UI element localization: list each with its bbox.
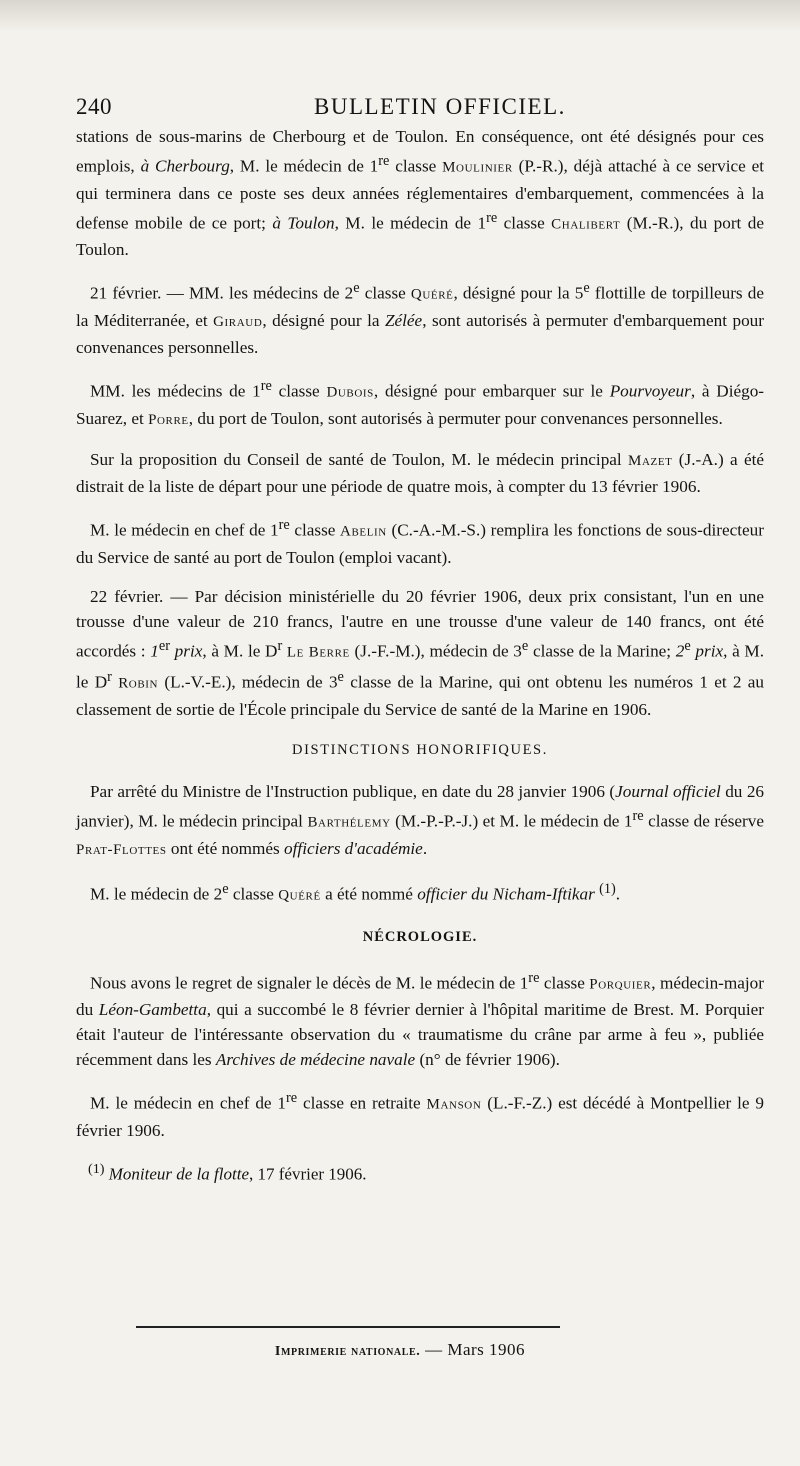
text-run: ont été nommés <box>166 838 285 858</box>
text-run: , sont autorisés à permuter d'embarquement pour convenances personnelles. <box>76 311 765 358</box>
footnote-marker: (1) <box>88 1161 105 1178</box>
superscript: r <box>277 637 283 654</box>
text-run: . <box>615 884 621 904</box>
superscript: re <box>286 1090 298 1107</box>
text-run: classe <box>289 520 341 540</box>
text-run: (C.-A.-M.-S.) remplira les fonctions de sous-directeur du Service de santé au port de Toulon (emploi vacant). <box>76 520 764 567</box>
superscript: re <box>632 808 644 825</box>
printer-name: Imprimerie nationale. <box>274 1344 421 1359</box>
prize-label: prix <box>690 641 724 661</box>
person-name: Le Berre <box>286 644 350 661</box>
text-run: (M.-R.), du port de Toulon. <box>76 213 764 260</box>
document-page <box>76 88 764 1187</box>
text-run: , qui a succombé le 8 février dernier à l'hôpital maritime de Brest. M. Porquier était l'auteur de l'intéressante observation du « traumatisme du crâne par arme à feu », publiée récemment dans les <box>76 1000 764 1070</box>
paragraph-mazet <box>76 447 764 499</box>
superscript: re <box>278 516 290 533</box>
text-run: classe de la Marine; <box>528 641 676 661</box>
superscript: e <box>583 280 590 297</box>
publication-name: Journal officiel <box>615 782 721 802</box>
text-run: (n° de février 1906). <box>415 1050 560 1070</box>
text-run: classe de la Marine, qui ont obtenu les numéros 1 et 2 au classement de sortie de l'École principale du Service de santé de la Marine en 1906. <box>76 673 765 720</box>
person-name: Dubois <box>326 384 374 401</box>
person-name: Quéré <box>410 287 454 304</box>
text-run: . <box>422 838 428 858</box>
text-run: (L.-F.-Z.) est décédé à Montpellier le 9 février 1906. <box>76 1094 764 1141</box>
ship-name: Zélée <box>384 311 423 331</box>
text-run: MM. les médecins de 1 <box>90 381 261 401</box>
paragraph-porquier <box>76 966 764 1073</box>
text-run: 1 <box>150 641 159 661</box>
text-run: M. le médecin en chef de 1 <box>90 520 279 540</box>
person-name: Porre <box>148 411 189 428</box>
footnote-source: Moniteur de la flotte <box>108 1164 249 1184</box>
paragraph-nicham-iftikar <box>76 877 764 909</box>
running-title: BULLETIN OFFICIEL. <box>314 94 566 119</box>
text-run: , désigné pour la 5 <box>453 284 584 304</box>
person-name: Mazet <box>628 452 673 469</box>
text-run: (L.-V.-E.), médecin de 3 <box>158 673 338 693</box>
text-run: Par arrêté du Ministre de l'Instruction publique, en date du 28 janvier 1906 ( <box>90 782 616 802</box>
footnote-date: , 17 février 1906. <box>249 1164 367 1184</box>
prize-label: prix <box>170 641 203 661</box>
imprint-line <box>0 1340 800 1360</box>
person-name: Moulinier <box>442 159 513 176</box>
text-run: du 26 janvier), M. le médecin principal <box>76 782 765 831</box>
paragraph-manson <box>76 1086 764 1143</box>
superscript: re <box>378 153 390 169</box>
page-number: 240 <box>76 94 112 119</box>
text-run: classe <box>359 284 411 304</box>
text-run: classe <box>228 884 279 904</box>
text-run: classe <box>497 213 552 233</box>
superscript: re <box>486 209 498 226</box>
text-run: classe en retraite <box>297 1094 427 1114</box>
paragraph-22-fevrier <box>76 584 764 722</box>
text-run: classe de réserve <box>643 811 764 831</box>
paragraph-abelin <box>76 513 764 570</box>
text-run: , à M. le D <box>76 641 765 693</box>
footer-rule <box>136 1326 560 1328</box>
section-heading-necrologie: NÉCROLOGIE. <box>362 928 478 945</box>
section-heading-distinctions: DISTINCTIONS HONORIFIQUES. <box>292 742 548 759</box>
text-run: , médecin-major du <box>76 973 764 1020</box>
text-run: classe <box>539 973 590 993</box>
text-run: Sur la proposition du Conseil de santé de Toulon, M. le médecin principal <box>90 449 629 469</box>
person-name: Quéré <box>278 887 321 904</box>
person-name: Prat-Flottes <box>76 841 167 858</box>
text-run: 21 février. — MM. les médecins de 2 <box>90 284 354 304</box>
superscript: e <box>353 280 360 297</box>
text-run: , à M. le D <box>202 641 278 661</box>
distinction-title: officier du Nicham-Iftikar <box>417 884 595 904</box>
text-run: flottille de torpilleurs de la Méditerranée, et <box>76 284 764 331</box>
paragraph-21-fevrier <box>76 276 764 360</box>
paragraph-dubois-porre <box>76 374 764 433</box>
paragraph-instruction-publique <box>76 779 764 863</box>
superscript: r <box>107 669 112 686</box>
person-name: Robin <box>118 676 159 693</box>
text-run: (P.-R.), déjà attaché à ce service et qui terminera dans ce poste ses deux années réglementaires d'embarquement, commencées à la defense mobile de ce port; <box>76 156 764 233</box>
superscript: e <box>684 637 691 654</box>
text-run: , désigné pour embarquer sur le <box>373 381 610 401</box>
text-run: (J.-F.-M.), médecin de 3 <box>349 641 522 661</box>
text-run: classe <box>389 156 443 176</box>
text-run: classe <box>271 381 327 401</box>
place-name: à Toulon <box>272 213 335 233</box>
person-name: Giraud <box>213 314 263 331</box>
text-run: 22 février. — Par décision ministérielle du 20 février 1906, deux prix consistant, l'un en une trousse d'une valeur de 210 francs, l'autre en une trousse d'une valeur de 140 francs, ont été accordés : <box>76 586 764 661</box>
footnote-reference: (1) <box>599 880 616 897</box>
text-run: 2 <box>675 641 685 661</box>
text-run: M. le médecin en chef de 1 <box>90 1094 287 1114</box>
superscript: e <box>337 669 344 686</box>
text-run: , M. le médecin de 1 <box>334 213 487 233</box>
text-run: stations de sous-marins de Cherbourg et de Toulon. En conséquence, ont été désignés pour ces emplois, <box>76 127 764 176</box>
superscript: er <box>158 637 170 654</box>
text-run: , M. le médecin de 1 <box>229 156 379 176</box>
paragraph-stations <box>76 124 764 262</box>
text-run: (M.-P.-P.-J.) et M. le médecin de 1 <box>390 811 633 831</box>
person-name: Chalibert <box>551 216 621 233</box>
publication-name: Archives de médecine navale <box>215 1050 416 1070</box>
text-run: (J.-A.) a été distrait de la liste de départ pour une période de quatre mois, à compter du 13 février 1906. <box>76 449 764 496</box>
person-name: Abelin <box>340 523 387 540</box>
superscript: re <box>260 378 272 395</box>
ship-name: Pourvoyeur <box>609 381 691 401</box>
text-run: M. le médecin de 2 <box>90 884 223 904</box>
scan-top-shadow <box>0 0 800 32</box>
person-name: Manson <box>426 1097 482 1114</box>
page-header <box>76 88 764 124</box>
superscript: e <box>521 637 529 654</box>
text-run: Nous avons le regret de signaler le décès de M. le médecin de 1 <box>90 973 529 993</box>
text-run: a été nommé <box>320 884 418 904</box>
text-run: , du port de Toulon, sont autorisés à permuter pour convenances personnelles. <box>188 408 723 428</box>
superscript: e <box>222 880 229 897</box>
text-run: , désigné pour la <box>262 311 385 331</box>
place-name: à Cherbourg <box>140 156 230 176</box>
person-name: Porquier <box>589 976 652 993</box>
distinction-title: officiers d'académie <box>284 838 423 858</box>
imprint-date: — Mars 1906 <box>420 1340 526 1359</box>
text-run: , à Diégo-Suarez, et <box>76 381 765 428</box>
footnote <box>88 1157 764 1187</box>
superscript: re <box>528 969 540 986</box>
ship-name: Léon-Gambetta <box>98 1000 207 1020</box>
person-name: Barthélemy <box>307 814 391 831</box>
